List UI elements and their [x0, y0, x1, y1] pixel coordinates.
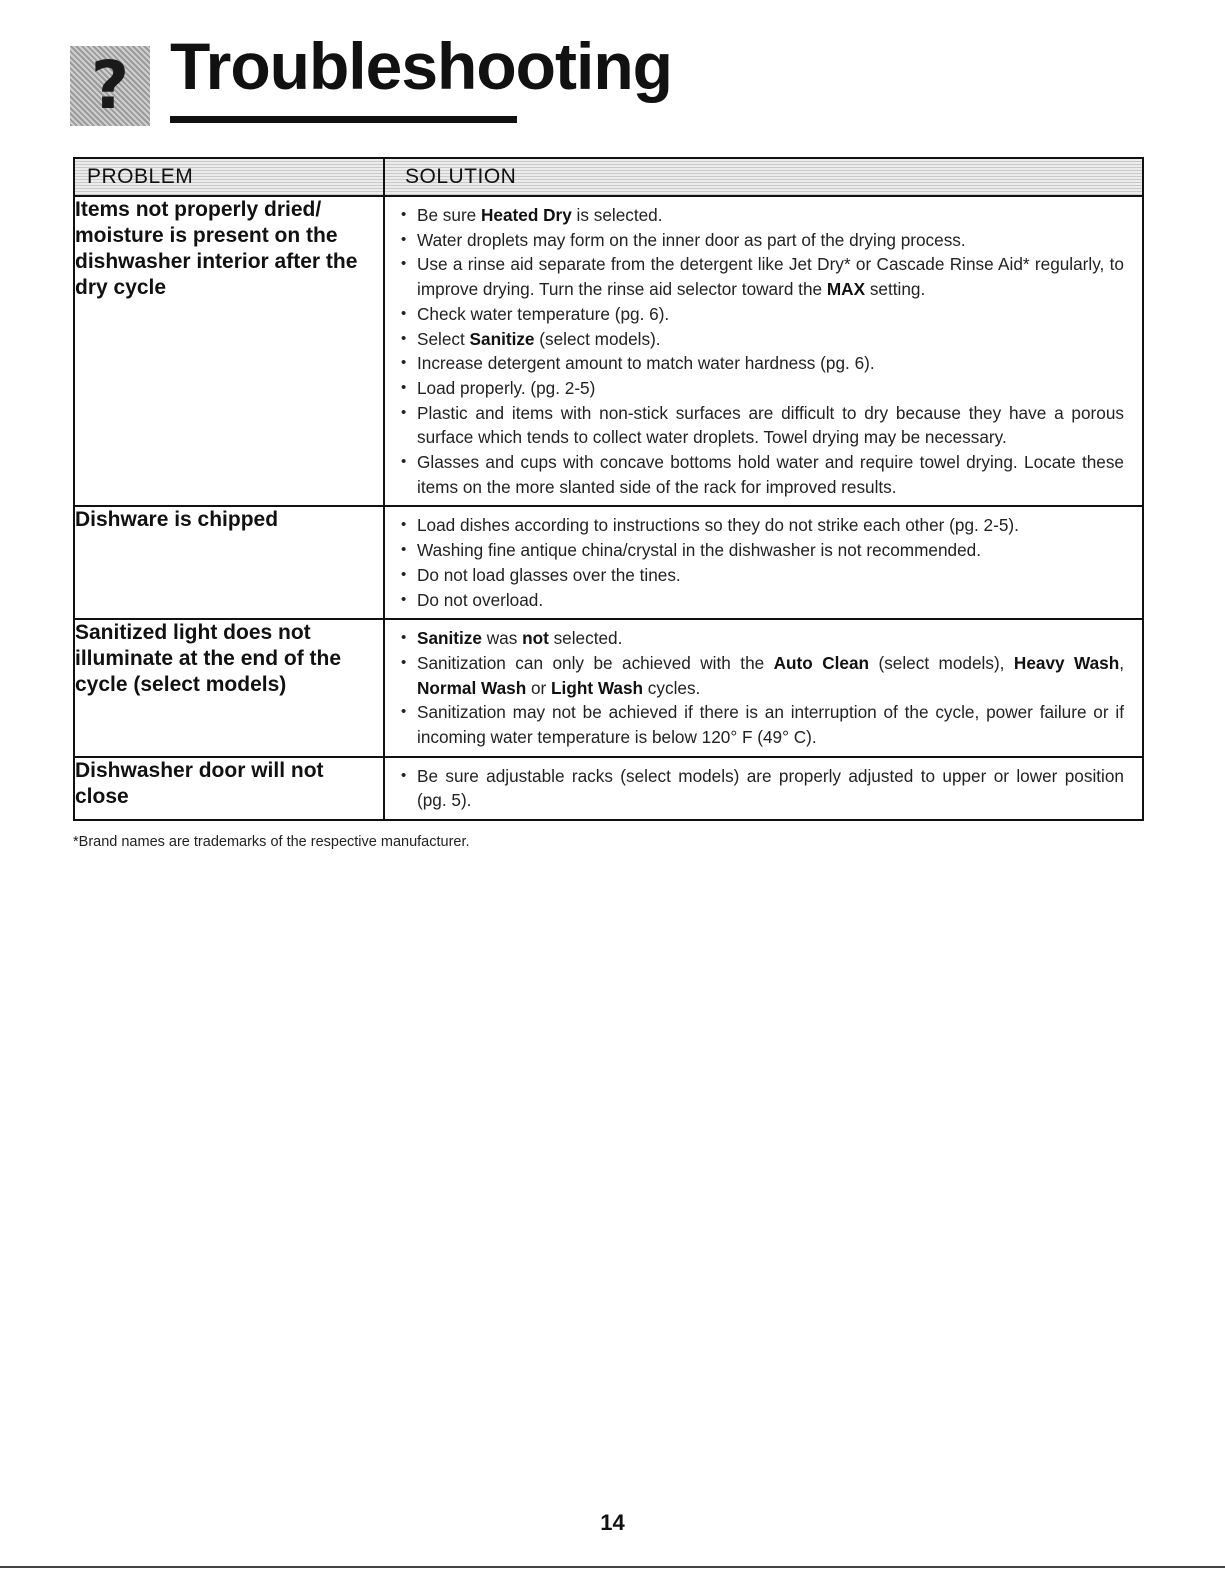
bottom-rule [0, 1566, 1225, 1568]
solution-item: • Load dishes according to instructions so they do not strike each other (pg. 2-5). [401, 513, 1124, 538]
solution-column-header: SOLUTION [384, 158, 1143, 196]
solution-item: • Do not load glasses over the tines. [401, 563, 1124, 588]
solution-list [385, 758, 1142, 819]
problem-cell: Dishwasher door will not close [74, 757, 384, 820]
question-mark-icon [70, 46, 150, 126]
solution-list [385, 197, 1142, 505]
table-row [74, 506, 1143, 619]
problem-cell: Items not properly dried/ moisture is present on the dishwasher interior after the dry cycle [74, 196, 384, 506]
solution-item: • Select Sanitize (select models). [401, 327, 1124, 352]
solution-item: • Sanitization can only be achieved with the Auto Clean (select models), Heavy Wash, Normal Wash or Light Wash cycles. [401, 651, 1124, 700]
page-number: 14 [600, 1510, 625, 1535]
problem-cell: Sanitized light does not illuminate at the end of the cycle (select models) [74, 619, 384, 757]
table-row [74, 757, 1143, 820]
table-row [74, 196, 1143, 506]
solution-item: • Plastic and items with non-stick surfaces are difficult to dry because they have a porous surface which tends to collect water droplets. Towel drying may be necessary. [401, 401, 1124, 450]
footnote: *Brand names are trademarks of the respective manufacturer. [73, 834, 470, 850]
solution-cell [384, 196, 1143, 506]
solution-list [385, 620, 1142, 756]
question-mark-glyph: ? [90, 47, 130, 124]
troubleshooting-table [73, 157, 1144, 821]
solution-item: • Increase detergent amount to match water hardness (pg. 6). [401, 351, 1124, 376]
solution-item: • Do not overload. [401, 588, 1124, 613]
title-underline [170, 116, 517, 123]
solution-item: • Glasses and cups with concave bottoms hold water and require towel drying. Locate these items on the more slanted side of the rack for improved results. [401, 450, 1124, 499]
solution-item: • Washing fine antique china/crystal in the dishwasher is not recommended. [401, 538, 1124, 563]
problem-column-header: PROBLEM [74, 158, 384, 196]
solution-item: • Use a rinse aid separate from the detergent like Jet Dry* or Cascade Rinse Aid* regularly, to improve drying. Turn the rinse aid selector toward the MAX setting. [401, 252, 1124, 301]
solution-item: • Water droplets may form on the inner door as part of the drying process. [401, 228, 1124, 253]
solution-item: • Sanitization may not be achieved if there is an interruption of the cycle, power failure or if incoming water temperature is below 120° F (49° C). [401, 700, 1124, 749]
solution-cell [384, 506, 1143, 619]
solution-item: • Be sure adjustable racks (select models) are properly adjusted to upper or lower position (pg. 5). [401, 764, 1124, 813]
table-header-row [74, 158, 1143, 196]
table-row [74, 619, 1143, 757]
solution-list [385, 507, 1142, 618]
solution-cell [384, 619, 1143, 757]
solution-cell [384, 757, 1143, 820]
problem-cell: Dishware is chipped [74, 506, 384, 619]
solution-item: • Check water temperature (pg. 6). [401, 302, 1124, 327]
solution-item: • Sanitize was not selected. [401, 626, 1124, 651]
page-title: Troubleshooting [170, 29, 672, 103]
solution-item: • Load properly. (pg. 2-5) [401, 376, 1124, 401]
solution-item: • Be sure Heated Dry is selected. [401, 203, 1124, 228]
